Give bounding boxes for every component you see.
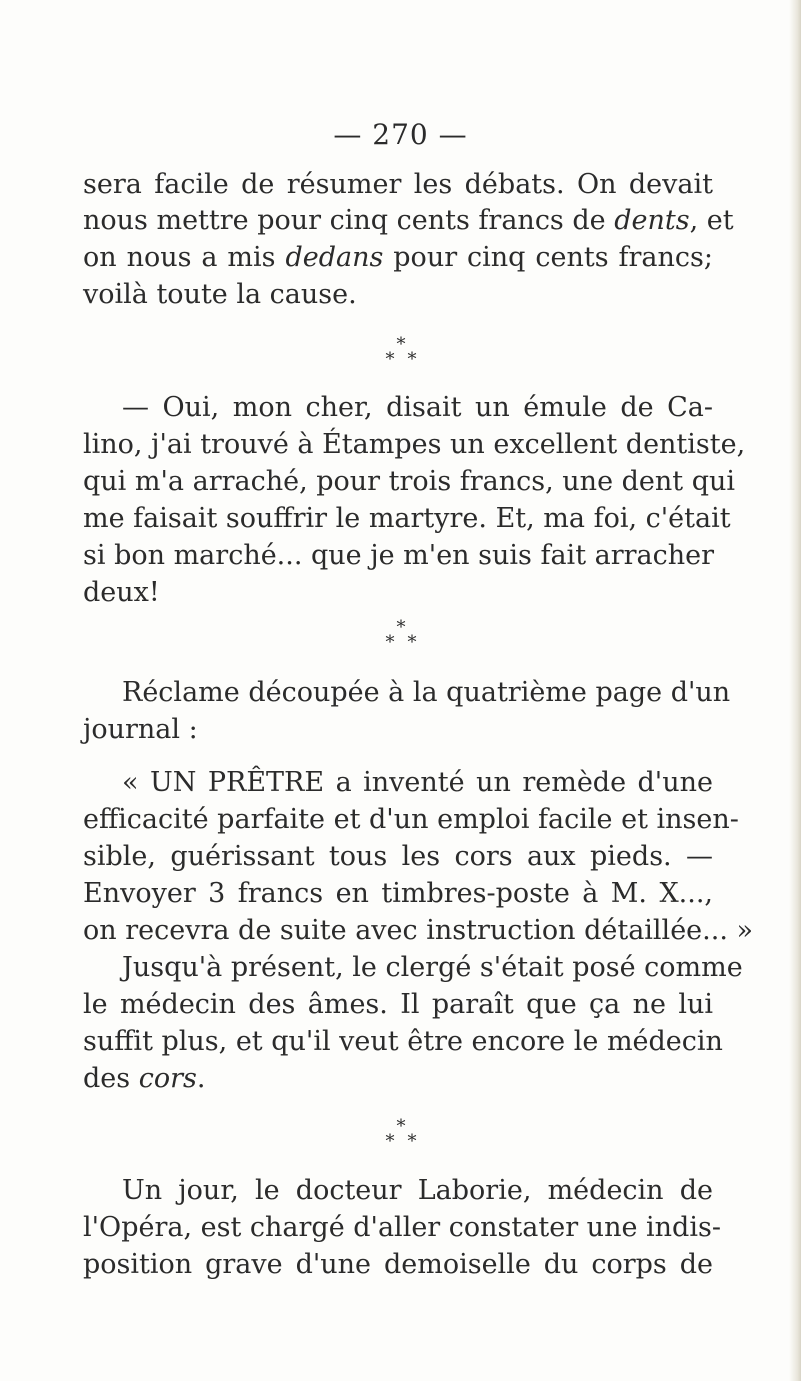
- asterisk: *: [407, 632, 417, 653]
- italic-word: cors: [138, 1063, 197, 1094]
- text-line: efficacité parfaite et d'un emploi facile et insen-: [83, 804, 739, 835]
- asterisk: *: [396, 334, 406, 355]
- text-line: Envoyer 3 francs en timbres-poste à M. X...,: [83, 878, 713, 909]
- text-line: si bon marché... que je m'en suis fait arracher: [83, 540, 715, 571]
- text-line: me faisait souffrir le martyre. Et, ma foi, c'était: [83, 503, 731, 534]
- asterisk: *: [396, 1116, 406, 1137]
- text-line: suffit plus, et qu'il veut être encore le médecin: [83, 1026, 723, 1057]
- text-line: on nous a mis dedans pour cinq cents francs;: [83, 242, 713, 273]
- page-edge-shadow: [789, 0, 801, 1381]
- asterisk: *: [396, 617, 406, 638]
- text-line: des cors.: [83, 1063, 206, 1094]
- asterisk: *: [407, 349, 417, 370]
- asterisk: *: [385, 632, 395, 653]
- italic-word: dents: [614, 205, 690, 236]
- text-line: « UN PRÊTRE a inventé un remède d'une: [122, 767, 713, 798]
- text-line: le médecin des âmes. Il paraît que ça ne lui: [83, 989, 713, 1020]
- text-line: — Oui, mon cher, disait un émule de Ca-: [122, 392, 713, 423]
- text-line: lino, j'ai trouvé à Étampes un excellent dentiste,: [83, 429, 746, 460]
- text-line: sera facile de résumer les débats. On devait: [83, 169, 713, 200]
- asterisk: *: [385, 1131, 395, 1152]
- text-line: nous mettre pour cinq cents francs de dents, et: [83, 205, 734, 236]
- text-line: voilà toute la cause.: [83, 279, 357, 310]
- text-line: journal :: [83, 714, 198, 745]
- text-line: Réclame découpée à la quatrième page d'un: [122, 677, 731, 708]
- text-line: sible, guérissant tous les cors aux pieds. —: [83, 841, 713, 872]
- text-line: qui m'a arraché, pour trois francs, une dent qui: [83, 466, 736, 497]
- text-line: l'Opéra, est chargé d'aller constater une indis-: [83, 1212, 721, 1243]
- text-line: Jusqu'à présent, le clergé s'était posé comme: [122, 952, 743, 983]
- text-line: on recevra de suite avec instruction détaillée... »: [83, 915, 754, 946]
- italic-word: dedans: [285, 242, 384, 273]
- asterisk: *: [407, 1131, 417, 1152]
- page-number: — 270 —: [333, 118, 468, 151]
- text-line: deux!: [83, 577, 160, 608]
- asterisk: *: [385, 349, 395, 370]
- text-line: Un jour, le docteur Laborie, médecin de: [122, 1175, 713, 1206]
- text-line: position grave d'une demoiselle du corps de: [83, 1249, 713, 1280]
